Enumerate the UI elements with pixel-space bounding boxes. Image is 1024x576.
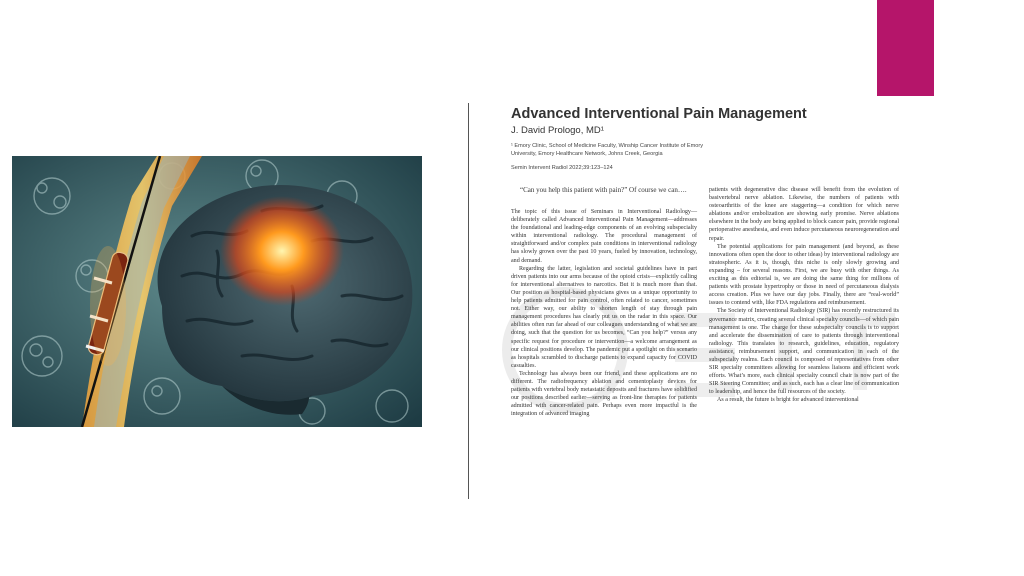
journal-citation: Semin Intervent Radiol 2022;39:123–124 — [511, 165, 613, 171]
paragraph: patients with degenerative disc disease will benefit from the evolution of basivertebral nerve ablation. Likewise, the numbers of patients with osteoarthritis of the knee are staggering—a condition for which nerve ablations and/or embolization are showing early promise. Nerve ablations elsewhere in the body are being applied to block cancer pain, provide regional perioperative anesthesia, and even induce percutaneous neuroregeneration and repair. — [709, 187, 899, 242]
author-affiliation: ¹ Emory Clinic, School of Medicine Faculty, Winship Cancer Institute of Emory University, Emory Healthcare Network, Johns Creek, Georgia — [511, 143, 704, 157]
article-page — [475, 100, 905, 500]
right-text-column — [709, 186, 899, 405]
brain-with-catheter-illustration — [12, 156, 422, 427]
article-title: Advanced Interventional Pain Management — [511, 106, 807, 122]
paragraph: The potential applications for pain management (and beyond, as these innovations often open the door to other ideas) by interventional radiology are stratospheric. As it is, though, this niche is only slowly growing and expanding – for several reasons. First, we are busy with other things. As exciting as this editorial is, we are doing the same thing for millions of patients with prostate hypertrophy or those in need of percutaneous dialysis access creation. Plus we have our day jobs. Finally, there are “real-world” issues to contend with, like FDA regulations and reimbursement. — [709, 243, 899, 307]
paragraph: The topic of this issue of Seminars in Interventional Radiology—deliberately called Advanced Interventional Pain Management—addresses the foundational and leading-edge components of an evolving subspecialty within interventional radiology. The procedural management of straightforward and/or complex pain conditions in interventional radiology has slowly grown over the past 10 years, fueled by innovation, technology, and demand. — [511, 209, 697, 264]
vertical-divider — [468, 103, 469, 499]
opening-quote: “Can you help this patient with pain?” Of course we can…. — [520, 186, 687, 194]
paragraph: As a result, the future is bright for advanced interventional — [717, 397, 859, 404]
paragraph: The Society of Interventional Radiology (SIR) has recently restructured its governance matrix, creating several clinical specialty councils—of which pain management is one. The charge for these subspecialty councils is to support and accelerate the dissemination of care to patients through interventional radiology. This translates to research, guidelines, education, regulatory assistance, reimbursement support, and communication in each of the subspecialty realms. Each council is composed of representatives from other SIR specialty committees allowing for seamless liaisons and efficient work efforts. What’s more, each clinical specialty council chair is now part of the SIR Steering Committee; and as such, each has a clear line of communication to leadership, and hence the full resources of the society. — [709, 308, 899, 396]
paragraph: Technology has always been our friend, and these applications are no different. The radiofrequency ablation and cementoplasty devices for patients with vertebral body metastatic deposits and fractures have solidified our positions described earlier—serving as front-line therapies for patients admitted with cancer-related pain. Perhaps even more impactful is the integration of advanced imaging — [511, 370, 697, 418]
paragraph: Regarding the latter, legislation and societal guidelines have in part driven patients into our arms because of the opioid crisis—explicitly calling for interventional alternatives to narcotics. But it is much more than that. Our position as hospital-based physicians gives us a unique opportunity to help patients admitted for pain control, often related to cancer, sometimes not. Either way, our ability to shorten length of stay through pain management procedures has clearly put us on the radar in this space. Our abilities often run far ahead of our colleagues understanding of what we are doing, such that the question for us becomes, “Can you help?” versus any specific request for procedure or intervention—a welcome arrangement as our clinical positions develop. The pandemic put a spotlight on this scenario as hospitals scrambled to discharge patients to expand capacity for COVID casualties. — [511, 265, 697, 369]
left-text-column — [511, 208, 697, 418]
accent-color-bar — [877, 0, 934, 96]
article-author: J. David Prologo, MD¹ — [511, 125, 604, 136]
